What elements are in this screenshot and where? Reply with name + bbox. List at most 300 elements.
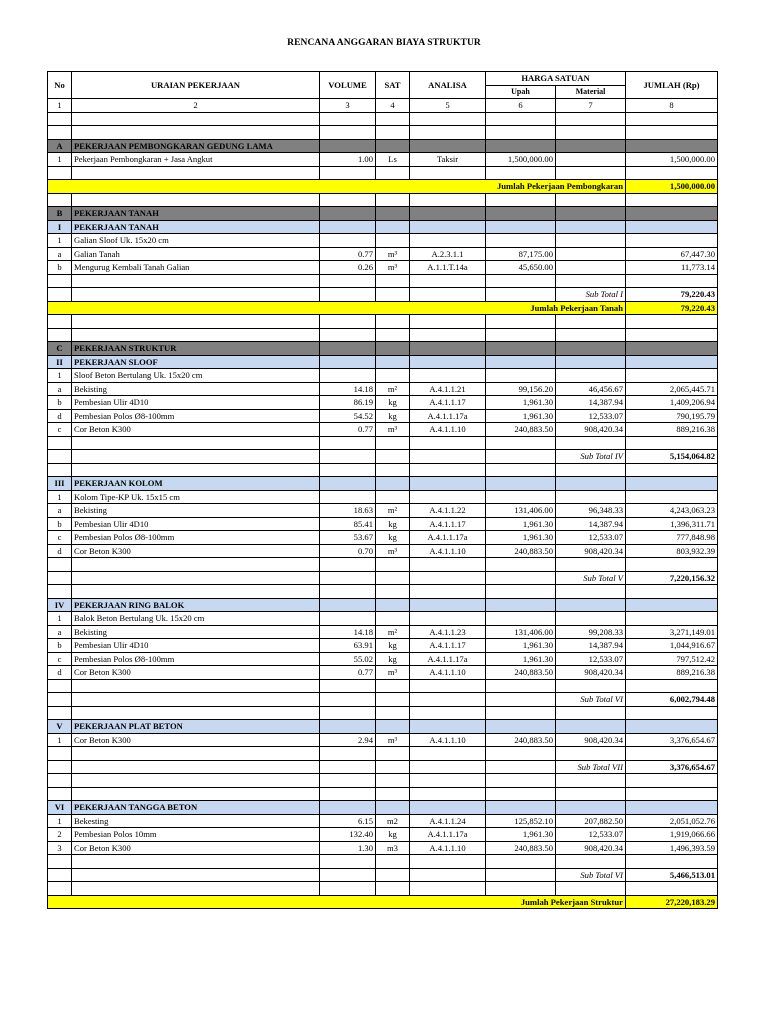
section-title: PEKERJAAN PEMBONGKARAN GEDUNG LAMA bbox=[72, 139, 320, 153]
blank-cell bbox=[376, 193, 410, 207]
document-title: RENCANA ANGGARAN BIAYA STRUKTUR bbox=[287, 38, 481, 48]
subtotal-cell bbox=[376, 571, 410, 585]
item-labor-price: 1,961.30 bbox=[486, 652, 556, 666]
blank-cell bbox=[626, 274, 718, 288]
blank-cell bbox=[410, 747, 486, 761]
blank-cell bbox=[626, 706, 718, 720]
subsection-row bbox=[48, 355, 718, 369]
blank-row bbox=[48, 774, 718, 788]
item-volume bbox=[320, 234, 376, 248]
section-cell bbox=[410, 598, 486, 612]
item-unit: kg bbox=[376, 652, 410, 666]
subtotal-row bbox=[48, 760, 718, 774]
item-description: Cor Beton K300 bbox=[72, 841, 320, 855]
section-cell bbox=[376, 720, 410, 734]
section-cell bbox=[626, 139, 718, 153]
blank-cell bbox=[486, 558, 556, 572]
blank-cell bbox=[320, 328, 376, 342]
item-material-price: 12,533.07 bbox=[556, 531, 626, 545]
item-volume bbox=[320, 490, 376, 504]
table-row bbox=[48, 652, 718, 666]
subtotal-row bbox=[48, 450, 718, 464]
item-analysis-code: A.4.1.1.10 bbox=[410, 544, 486, 558]
subtotal-cell bbox=[72, 760, 320, 774]
blank-cell bbox=[486, 747, 556, 761]
blank-cell bbox=[320, 166, 376, 180]
subtotal-label: Sub Total VI bbox=[556, 868, 626, 882]
blank-cell bbox=[48, 126, 72, 140]
item-analysis-code bbox=[410, 490, 486, 504]
subtotal-value: 5,466,513.01 bbox=[626, 868, 718, 882]
blank-cell bbox=[320, 585, 376, 599]
item-description: Balok Beton Bertulang Uk. 15x20 cm bbox=[72, 612, 320, 626]
blank-cell bbox=[320, 436, 376, 450]
blank-cell bbox=[626, 855, 718, 869]
blank-cell bbox=[556, 787, 626, 801]
section-cell bbox=[410, 139, 486, 153]
item-volume: 18.63 bbox=[320, 504, 376, 518]
item-amount: 1,409,206.94 bbox=[626, 396, 718, 410]
item-no: c bbox=[48, 652, 72, 666]
section-cell bbox=[320, 139, 376, 153]
blank-cell bbox=[556, 747, 626, 761]
section-no: IV bbox=[48, 598, 72, 612]
section-cell bbox=[320, 342, 376, 356]
table-row bbox=[48, 261, 718, 275]
blank-cell bbox=[72, 787, 320, 801]
table-row bbox=[48, 409, 718, 423]
item-volume bbox=[320, 369, 376, 383]
item-volume: 54.52 bbox=[320, 409, 376, 423]
item-analysis-code: A.4.1.1.23 bbox=[410, 625, 486, 639]
blank-cell bbox=[556, 679, 626, 693]
subtotal-cell bbox=[72, 868, 320, 882]
subtotal-cell bbox=[376, 693, 410, 707]
subtotal-cell bbox=[72, 693, 320, 707]
item-analysis-code: A.4.1.1.17 bbox=[410, 517, 486, 531]
subtotal-row bbox=[48, 693, 718, 707]
item-description: Pembesian Polos 10mm bbox=[72, 828, 320, 842]
section-cell bbox=[410, 342, 486, 356]
blank-cell bbox=[486, 315, 556, 329]
blank-cell bbox=[626, 436, 718, 450]
item-description: Sloof Beton Bertulang Uk. 15x20 cm bbox=[72, 369, 320, 383]
item-no: d bbox=[48, 544, 72, 558]
item-description: Mengurug Kembali Tanah Galian bbox=[72, 261, 320, 275]
blank-cell bbox=[48, 706, 72, 720]
item-description: Bekisting bbox=[72, 504, 320, 518]
blank-cell bbox=[556, 166, 626, 180]
section-cell bbox=[320, 220, 376, 234]
section-cell bbox=[626, 207, 718, 221]
item-labor-price: 1,961.30 bbox=[486, 396, 556, 410]
item-amount: 2,051,052.76 bbox=[626, 814, 718, 828]
item-unit: m³ bbox=[376, 666, 410, 680]
section-no: C bbox=[48, 342, 72, 356]
item-no: 1 bbox=[48, 234, 72, 248]
item-labor-price: 1,961.30 bbox=[486, 828, 556, 842]
col-header-uraian: URAIAN PEKERJAAN bbox=[72, 72, 320, 99]
total-label: Jumlah Pekerjaan Struktur bbox=[48, 895, 626, 909]
blank-cell bbox=[376, 882, 410, 896]
section-row bbox=[48, 207, 718, 221]
blank-cell bbox=[486, 585, 556, 599]
item-volume: 63.91 bbox=[320, 639, 376, 653]
section-cell bbox=[486, 598, 556, 612]
item-no: 2 bbox=[48, 828, 72, 842]
column-number: 2 bbox=[72, 99, 320, 113]
section-title: PEKERJAAN STRUKTUR bbox=[72, 342, 320, 356]
item-material-price bbox=[556, 153, 626, 167]
subtotal-cell bbox=[486, 571, 556, 585]
blank-cell bbox=[410, 882, 486, 896]
blank-cell bbox=[48, 112, 72, 126]
section-cell bbox=[556, 139, 626, 153]
item-no: a bbox=[48, 504, 72, 518]
subtotal-cell bbox=[48, 450, 72, 464]
section-cell bbox=[320, 355, 376, 369]
section-cell bbox=[626, 355, 718, 369]
blank-row bbox=[48, 315, 718, 329]
item-volume: 0.77 bbox=[320, 666, 376, 680]
subtotal-cell bbox=[410, 571, 486, 585]
item-labor-price: 1,961.30 bbox=[486, 409, 556, 423]
subtotal-cell bbox=[376, 450, 410, 464]
subtotal-cell bbox=[410, 760, 486, 774]
subtotal-cell bbox=[48, 288, 72, 302]
table-body bbox=[48, 112, 718, 909]
section-cell bbox=[320, 598, 376, 612]
section-no: I bbox=[48, 220, 72, 234]
blank-cell bbox=[72, 774, 320, 788]
blank-cell bbox=[556, 274, 626, 288]
section-cell bbox=[486, 207, 556, 221]
item-amount: 777,848.98 bbox=[626, 531, 718, 545]
section-cell bbox=[320, 720, 376, 734]
item-description: Pembesian Ulir 4D10 bbox=[72, 639, 320, 653]
item-analysis-code: A.4.1.1.10 bbox=[410, 666, 486, 680]
section-cell bbox=[626, 220, 718, 234]
blank-cell bbox=[48, 328, 72, 342]
blank-cell bbox=[320, 193, 376, 207]
item-no: d bbox=[48, 409, 72, 423]
section-no: VI bbox=[48, 801, 72, 815]
blank-cell bbox=[626, 126, 718, 140]
subsection-row bbox=[48, 220, 718, 234]
item-amount: 1,500,000.00 bbox=[626, 153, 718, 167]
table-row bbox=[48, 504, 718, 518]
table-row bbox=[48, 531, 718, 545]
item-description: Pembesian Polos Ø8-100mm bbox=[72, 531, 320, 545]
item-no: c bbox=[48, 531, 72, 545]
item-material-price bbox=[556, 490, 626, 504]
table-row bbox=[48, 517, 718, 531]
blank-cell bbox=[410, 463, 486, 477]
section-cell bbox=[320, 477, 376, 491]
item-description: Pembesian Ulir 4D10 bbox=[72, 517, 320, 531]
subtotal-cell bbox=[486, 760, 556, 774]
subtotal-cell bbox=[376, 868, 410, 882]
section-no: III bbox=[48, 477, 72, 491]
blank-cell bbox=[410, 706, 486, 720]
subtotal-cell bbox=[320, 868, 376, 882]
blank-cell bbox=[72, 193, 320, 207]
blank-cell bbox=[320, 882, 376, 896]
blank-row bbox=[48, 274, 718, 288]
subtotal-cell bbox=[410, 288, 486, 302]
table-row bbox=[48, 234, 718, 248]
blank-cell bbox=[556, 463, 626, 477]
item-unit: m³ bbox=[376, 247, 410, 261]
item-volume: 55.02 bbox=[320, 652, 376, 666]
item-material-price: 12,533.07 bbox=[556, 828, 626, 842]
item-material-price: 14,387.94 bbox=[556, 639, 626, 653]
blank-cell bbox=[376, 436, 410, 450]
item-unit: m³ bbox=[376, 544, 410, 558]
blank-cell bbox=[376, 787, 410, 801]
blank-row bbox=[48, 463, 718, 477]
subtotal-cell bbox=[410, 693, 486, 707]
blank-cell bbox=[486, 193, 556, 207]
item-amount: 2,065,445.71 bbox=[626, 382, 718, 396]
section-cell bbox=[486, 720, 556, 734]
blank-cell bbox=[486, 774, 556, 788]
item-labor-price: 1,961.30 bbox=[486, 531, 556, 545]
item-amount: 1,396,311.71 bbox=[626, 517, 718, 531]
item-no: 1 bbox=[48, 490, 72, 504]
section-cell bbox=[376, 207, 410, 221]
subtotal-row bbox=[48, 868, 718, 882]
item-no: a bbox=[48, 247, 72, 261]
item-material-price: 908,420.34 bbox=[556, 733, 626, 747]
blank-row bbox=[48, 193, 718, 207]
subtotal-cell bbox=[72, 571, 320, 585]
blank-cell bbox=[626, 463, 718, 477]
item-material-price: 908,420.34 bbox=[556, 841, 626, 855]
subtotal-cell bbox=[48, 760, 72, 774]
section-cell bbox=[410, 477, 486, 491]
item-no: 1 bbox=[48, 733, 72, 747]
item-analysis-code: A.4.1.1.17 bbox=[410, 639, 486, 653]
section-cell bbox=[486, 220, 556, 234]
blank-cell bbox=[556, 112, 626, 126]
blank-cell bbox=[72, 747, 320, 761]
blank-cell bbox=[376, 774, 410, 788]
blank-cell bbox=[556, 436, 626, 450]
total-label: Jumlah Pekerjaan Tanah bbox=[48, 301, 626, 315]
section-cell bbox=[556, 598, 626, 612]
subtotal-value: 79,220.43 bbox=[626, 288, 718, 302]
blank-cell bbox=[320, 706, 376, 720]
blank-cell bbox=[410, 436, 486, 450]
subtotal-row bbox=[48, 288, 718, 302]
column-number-row bbox=[48, 99, 718, 113]
item-labor-price bbox=[486, 234, 556, 248]
item-labor-price: 240,883.50 bbox=[486, 423, 556, 437]
item-material-price: 99,208.33 bbox=[556, 625, 626, 639]
item-labor-price: 99,156.20 bbox=[486, 382, 556, 396]
blank-row bbox=[48, 558, 718, 572]
item-labor-price: 1,961.30 bbox=[486, 639, 556, 653]
col-header-volume: VOLUME bbox=[320, 72, 376, 99]
table-row bbox=[48, 828, 718, 842]
blank-cell bbox=[72, 126, 320, 140]
section-cell bbox=[410, 220, 486, 234]
col-header-no: No bbox=[48, 72, 72, 99]
item-no: a bbox=[48, 382, 72, 396]
blank-cell bbox=[486, 463, 556, 477]
blank-cell bbox=[410, 679, 486, 693]
blank-cell bbox=[626, 774, 718, 788]
item-analysis-code: A.2.3.1.1 bbox=[410, 247, 486, 261]
item-material-price: 14,387.94 bbox=[556, 396, 626, 410]
blank-cell bbox=[48, 679, 72, 693]
subtotal-label: Sub Total V bbox=[556, 571, 626, 585]
item-description: Cor Beton K300 bbox=[72, 666, 320, 680]
blank-cell bbox=[48, 315, 72, 329]
item-material-price: 12,533.07 bbox=[556, 652, 626, 666]
table-row bbox=[48, 490, 718, 504]
blank-cell bbox=[376, 679, 410, 693]
item-amount: 1,919,066.66 bbox=[626, 828, 718, 842]
item-labor-price: 131,406.00 bbox=[486, 625, 556, 639]
item-volume: 53.67 bbox=[320, 531, 376, 545]
blank-cell bbox=[72, 315, 320, 329]
section-title: PEKERJAAN TANGGA BETON bbox=[72, 801, 320, 815]
section-cell bbox=[626, 598, 718, 612]
subtotal-cell bbox=[48, 693, 72, 707]
section-cell bbox=[486, 355, 556, 369]
blank-cell bbox=[72, 882, 320, 896]
section-cell bbox=[410, 207, 486, 221]
blank-cell bbox=[320, 774, 376, 788]
item-material-price: 908,420.34 bbox=[556, 544, 626, 558]
section-cell bbox=[626, 720, 718, 734]
table-row bbox=[48, 423, 718, 437]
item-no: b bbox=[48, 517, 72, 531]
item-no: 1 bbox=[48, 814, 72, 828]
blank-cell bbox=[556, 193, 626, 207]
blank-cell bbox=[410, 774, 486, 788]
item-amount: 4,243,063.23 bbox=[626, 504, 718, 518]
blank-cell bbox=[410, 112, 486, 126]
blank-cell bbox=[410, 328, 486, 342]
section-row bbox=[48, 342, 718, 356]
table-row bbox=[48, 666, 718, 680]
subtotal-value: 5,154,064.82 bbox=[626, 450, 718, 464]
item-amount: 67,447.30 bbox=[626, 247, 718, 261]
item-no: 1 bbox=[48, 153, 72, 167]
blank-cell bbox=[556, 558, 626, 572]
total-row bbox=[48, 895, 718, 909]
item-volume: 2.94 bbox=[320, 733, 376, 747]
item-unit: m3 bbox=[376, 841, 410, 855]
item-unit: m³ bbox=[376, 261, 410, 275]
section-cell bbox=[376, 477, 410, 491]
item-material-price bbox=[556, 234, 626, 248]
subtotal-label: Sub Total I bbox=[556, 288, 626, 302]
blank-row bbox=[48, 747, 718, 761]
item-material-price: 14,387.94 bbox=[556, 517, 626, 531]
table-row bbox=[48, 382, 718, 396]
cost-estimate-table bbox=[47, 71, 718, 909]
item-material-price: 96,348.33 bbox=[556, 504, 626, 518]
item-description: Pembesian Polos Ø8-100mm bbox=[72, 409, 320, 423]
section-title: PEKERJAAN SLOOF bbox=[72, 355, 320, 369]
blank-cell bbox=[626, 787, 718, 801]
item-no: 3 bbox=[48, 841, 72, 855]
blank-row bbox=[48, 436, 718, 450]
item-material-price: 12,533.07 bbox=[556, 409, 626, 423]
col-header-harga-satuan: HARGA SATUAN bbox=[486, 72, 626, 86]
blank-cell bbox=[486, 436, 556, 450]
item-no: b bbox=[48, 639, 72, 653]
column-number: 1 bbox=[48, 99, 72, 113]
item-volume: 6.15 bbox=[320, 814, 376, 828]
blank-cell bbox=[410, 193, 486, 207]
item-material-price bbox=[556, 612, 626, 626]
blank-cell bbox=[48, 463, 72, 477]
item-amount: 3,271,149.01 bbox=[626, 625, 718, 639]
blank-cell bbox=[376, 463, 410, 477]
section-cell bbox=[486, 139, 556, 153]
blank-cell bbox=[48, 274, 72, 288]
section-cell bbox=[486, 477, 556, 491]
total-row bbox=[48, 180, 718, 194]
blank-cell bbox=[48, 787, 72, 801]
subsection-row bbox=[48, 801, 718, 815]
item-volume: 0.26 bbox=[320, 261, 376, 275]
section-title: PEKERJAAN RING BALOK bbox=[72, 598, 320, 612]
blank-cell bbox=[376, 126, 410, 140]
item-volume bbox=[320, 612, 376, 626]
item-volume: 86.19 bbox=[320, 396, 376, 410]
blank-cell bbox=[556, 315, 626, 329]
item-unit bbox=[376, 234, 410, 248]
section-cell bbox=[556, 477, 626, 491]
item-volume: 132.40 bbox=[320, 828, 376, 842]
item-labor-price: 240,883.50 bbox=[486, 666, 556, 680]
item-analysis-code: A.4.1.1.17a bbox=[410, 652, 486, 666]
section-cell bbox=[410, 801, 486, 815]
item-description: Bekisting bbox=[72, 625, 320, 639]
item-unit: kg bbox=[376, 639, 410, 653]
table-row bbox=[48, 153, 718, 167]
blank-cell bbox=[376, 112, 410, 126]
section-title: PEKERJAAN PLAT BETON bbox=[72, 720, 320, 734]
blank-cell bbox=[72, 328, 320, 342]
subtotal-label: Sub Total VII bbox=[556, 760, 626, 774]
blank-cell bbox=[410, 274, 486, 288]
section-row bbox=[48, 139, 718, 153]
blank-cell bbox=[626, 679, 718, 693]
blank-row bbox=[48, 328, 718, 342]
subtotal-value: 6,002,794.48 bbox=[626, 693, 718, 707]
section-cell bbox=[376, 801, 410, 815]
item-unit: kg bbox=[376, 828, 410, 842]
column-number: 7 bbox=[556, 99, 626, 113]
subtotal-label: Sub Total IV bbox=[556, 450, 626, 464]
item-analysis-code: A.4.1.1.24 bbox=[410, 814, 486, 828]
item-description: Pembesian Ulir 4D10 bbox=[72, 396, 320, 410]
table-row bbox=[48, 841, 718, 855]
item-description: Cor Beton K300 bbox=[72, 544, 320, 558]
subsection-row bbox=[48, 477, 718, 491]
section-cell bbox=[376, 355, 410, 369]
blank-cell bbox=[410, 558, 486, 572]
section-title: PEKERJAAN KOLOM bbox=[72, 477, 320, 491]
item-amount: 797,512.42 bbox=[626, 652, 718, 666]
